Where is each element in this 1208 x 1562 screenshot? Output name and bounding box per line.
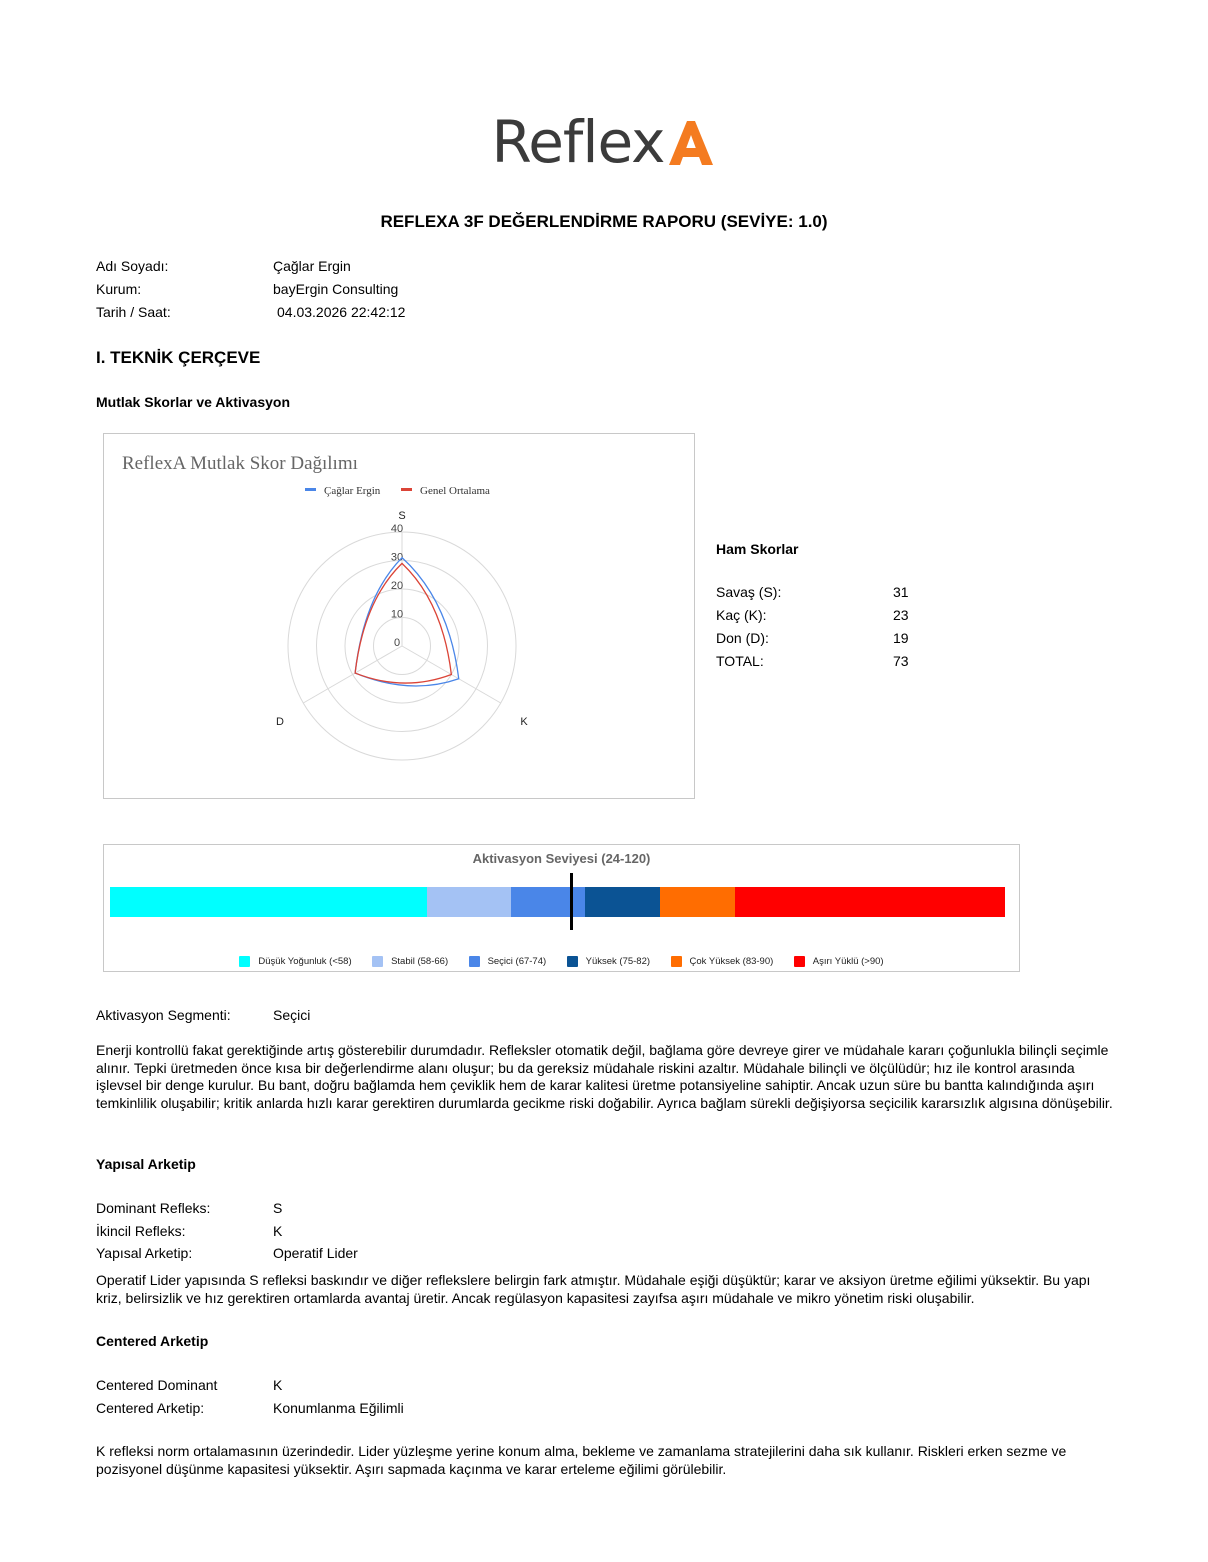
centered-description: K refleksi norm ortalamasının üzerindedir. Lider yüzleşme yerine konum alma, bekleme ve zamanlama stratejilerini daha sık kullanır. Riskleri erken sezme ve pozisyonel düşünme kapasitesi yüksektir. Aşırı sapmada kaçınma ve karar erteleme eğilimi görülebilir. [96, 1443, 1067, 1477]
legend-swatch-series-2 [401, 488, 412, 491]
legend-label-series-2: Genel Ortalama [420, 485, 490, 497]
yapisal-value-arketip: Operatif Lider [273, 1245, 358, 1261]
centered-title: Centered Arketip [96, 1333, 209, 1349]
centered-value-dominant: K [273, 1377, 283, 1393]
radar-tick-label: 0 [393, 637, 401, 649]
info-value-org: bayErgin Consulting [273, 281, 399, 297]
legend-item [794, 956, 884, 967]
radar-tick-label: 40 [390, 523, 404, 535]
legend-item [671, 956, 774, 967]
radar-axis-label: K [520, 716, 528, 728]
ham-label-total: TOTAL: [716, 653, 764, 669]
radar-axis-label: D [275, 716, 284, 728]
activation-segment-stabil [427, 887, 511, 917]
legend-swatch-series-1 [305, 488, 316, 491]
legend-swatch [671, 956, 682, 967]
radar-chart-container [103, 433, 695, 799]
ham-value-s: 31 [893, 584, 909, 600]
logo [0, 108, 1208, 176]
ham-label-s: Savaş (S): [716, 584, 782, 600]
activation-title: Aktivasyon Seviyesi (24-120) [472, 851, 651, 866]
ham-value-d: 19 [893, 630, 909, 646]
ham-value-k: 23 [893, 607, 909, 623]
radar-series-1 [355, 558, 459, 686]
legend-item [567, 956, 650, 967]
centered-label-dominant: Centered Dominant [96, 1377, 218, 1393]
legend-item [372, 956, 448, 967]
chart-title: ReflexA Mutlak Skor Dağılımı [122, 453, 358, 474]
yapisal-value-dominant: S [273, 1200, 283, 1216]
legend-label: Stabil (58-66) [391, 956, 449, 967]
section-title: I. TEKNİK ÇERÇEVE [96, 348, 261, 367]
legend-label: Aşırı Yüklü (>90) [812, 956, 884, 967]
logo-text: Reflex [491, 108, 665, 176]
info-value-date: 04.03.2026 22:42:12 [277, 304, 406, 320]
info-label-name: Adı Soyadı: [96, 258, 169, 274]
yapisal-value-ikincil: K [273, 1223, 283, 1239]
section-subtitle: Mutlak Skorlar ve Aktivasyon [96, 394, 291, 410]
legend-label-series-1: Çağlar Ergin [324, 485, 381, 497]
legend-label: Seçici (67-74) [487, 956, 547, 967]
report-title: REFLEXA 3F DEĞERLENDİRME RAPORU (SEVİYE: 1.0) [380, 212, 828, 231]
centered-label-arketip: Centered Arketip: [96, 1400, 205, 1416]
activation-legend [104, 954, 1019, 972]
ham-value-total: 73 [893, 653, 909, 669]
info-label-date: Tarih / Saat: [96, 304, 171, 320]
activation-bar [110, 845, 1005, 971]
legend-item [239, 956, 351, 967]
radar-tick-label: 10 [390, 608, 404, 621]
logo-accent-a-icon [666, 117, 716, 167]
radar-tick-label: 20 [390, 580, 404, 592]
centered-value-arketip: Konumlanma Eğilimli [273, 1400, 404, 1416]
yapisal-description: Operatif Lider yapısında S refleksi baskındır ve diğer reflekslere belirgin fark atmıştır. Müdahale eşiği düşüktür; karar ve aksiyon üretme eğilimi yüksektir. Bu yapı kriz, belirsizlik ve hız gerektiren ortamlarda avantaj üretir. Ancak regülasyon kapasitesi zayıfsa aşırı müdahale ve mikro yönetim riski oluşabilir. [96, 1272, 1091, 1306]
yapisal-label-ikincil: İkincil Refleks: [96, 1223, 186, 1239]
radar-tick-label: 30 [390, 551, 404, 564]
segment-description: Enerji kontrollü fakat gerektiğinde artış gösterebilir durumdadır. Refleksler otomatik değil, bağlama göre devreye girer ve müdahale kararı çoğunlukla bilinçli seçimle alınır. Tepki üretmeden önce kısa bir değerlendirme alanı oluşur; bu da gereksiz müdahale riskini azaltır. Müdahale bilinçli ve ölçülüdür; hız ile kontrol arasında işlevsel bir denge kurulur. Bu bant, doğru bağlamda hem çeviklik hem de karar kalitesi üretme potansiyeline sahiptir. Ancak uzun süre bu bantta kalındığında aşırı temkinlilik oluşabilir; kritik anlarda hızlı karar gerektiren durumlarda gecikme riski doğabilir. Ayrıca bağlam sürekli değişiyorsa seçicilik kararsızlık algısına dönüşebilir. [96, 1042, 1113, 1111]
legend-label: Çok Yüksek (83-90) [689, 956, 774, 967]
info-label-org: Kurum: [96, 281, 142, 297]
activation-segment-yuksek [585, 887, 660, 917]
chart-legend [305, 485, 490, 497]
ham-label-k: Kaç (K): [716, 607, 767, 623]
info-value-name: Çağlar Ergin [273, 258, 351, 274]
legend-item [469, 956, 547, 967]
ham-skorlar-title: Ham Skorlar [716, 541, 799, 557]
segment-label: Aktivasyon Segmenti: [96, 1007, 231, 1023]
legend-swatch [469, 956, 480, 967]
ham-label-d: Don (D): [716, 630, 769, 646]
legend-swatch [239, 956, 250, 967]
activation-segment-cok-yuksek [660, 887, 735, 917]
radar-chart [104, 434, 694, 798]
radar-spoke [303, 646, 402, 703]
activation-marker [570, 873, 573, 930]
activation-segment-secici [511, 887, 586, 917]
activation-segment-dusuk [110, 887, 427, 917]
activation-chart [103, 844, 1020, 972]
legend-swatch [794, 956, 805, 967]
legend-label: Yüksek (75-82) [585, 956, 651, 967]
yapisal-label-dominant: Dominant Refleks: [96, 1200, 211, 1216]
legend-label: Düşük Yoğunluk (<58) [258, 956, 352, 967]
yapisal-label-arketip: Yapısal Arketip: [96, 1245, 193, 1261]
yapisal-title: Yapısal Arketip [96, 1156, 196, 1172]
legend-swatch [372, 956, 383, 967]
legend-swatch [567, 956, 578, 967]
activation-segment-asiri [735, 887, 1005, 917]
radar-axis-label: S [398, 510, 406, 522]
segment-value: Seçici [273, 1007, 311, 1023]
